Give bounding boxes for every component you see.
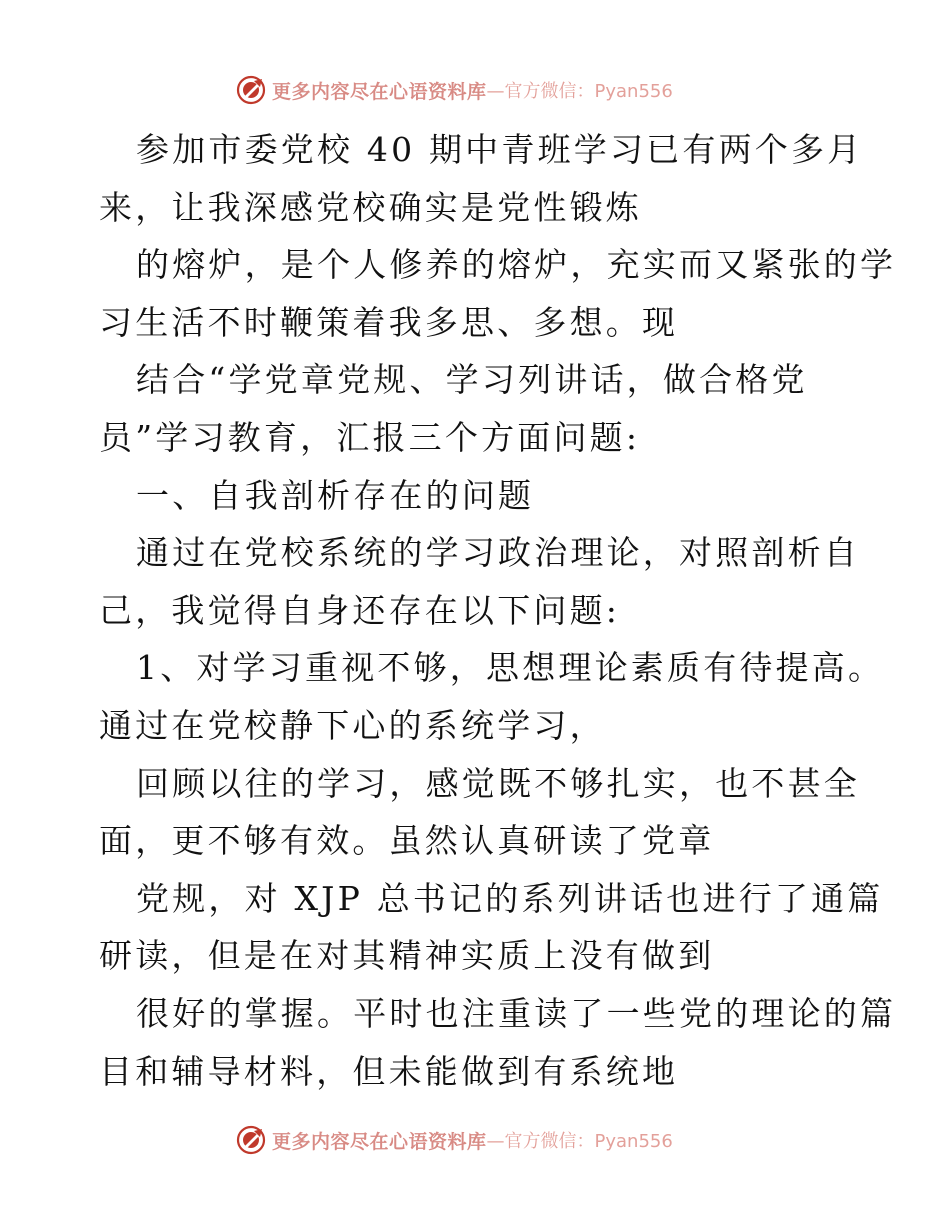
text-line: 目和辅导材料，但未能做到有系统地 xyxy=(99,1051,679,1091)
text-line: 通过在党校静下心的系统学习， xyxy=(99,705,606,745)
text-line: 党规，对 XJP 总书记的系列讲话也进行了通篇 xyxy=(136,878,884,918)
text-line: 来，让我深感党校确实是党性锻炼 xyxy=(99,187,642,227)
watermark-header xyxy=(236,72,673,108)
text-line: 1、对学习重视不够，思想理论素质有待提高。 xyxy=(136,648,885,688)
text-line: 面，更不够有效。虽然认真研读了党章 xyxy=(99,821,715,861)
text-line: 习生活不时鞭策着我多思、多想。现 xyxy=(99,302,679,342)
text-line: 通过在党校系统的学习政治理论，对照剖析自 xyxy=(136,533,860,573)
document-body xyxy=(99,121,897,1100)
text-line: 回顾以往的学习，感觉既不够扎实，也不甚全 xyxy=(136,763,860,803)
text-line: 结合“学党章党规、学习列讲话，做合格党 xyxy=(136,360,808,400)
text-line: 很好的掌握。平时也注重读了一些党的理论的篇 xyxy=(136,993,897,1033)
pen-logo-icon xyxy=(236,1125,266,1155)
watermark-subtext: —官方微信：Pyan556 xyxy=(486,81,673,102)
watermark-footer xyxy=(236,1122,673,1158)
text-line: 研读，但是在对其精神实质上没有做到 xyxy=(99,936,715,976)
pen-logo-icon xyxy=(236,75,266,105)
text-line: 员”学习教育，汇报三个方面问题: xyxy=(99,417,641,457)
watermark-subtext: —官方微信：Pyan556 xyxy=(486,1131,673,1152)
text-line: 参加市委党校 40 期中青班学习已有两个多月 xyxy=(136,130,864,169)
watermark-text: 更多内容尽在心语资料库 xyxy=(272,80,487,103)
text-line: 的熔炉，是个人修养的熔炉，充实而又紧张的学 xyxy=(136,245,897,285)
section-heading: 一、自我剖析存在的问题 xyxy=(136,475,535,515)
watermark-text: 更多内容尽在心语资料库 xyxy=(272,1130,487,1153)
text-line: 己，我觉得自身还存在以下问题: xyxy=(99,590,621,630)
